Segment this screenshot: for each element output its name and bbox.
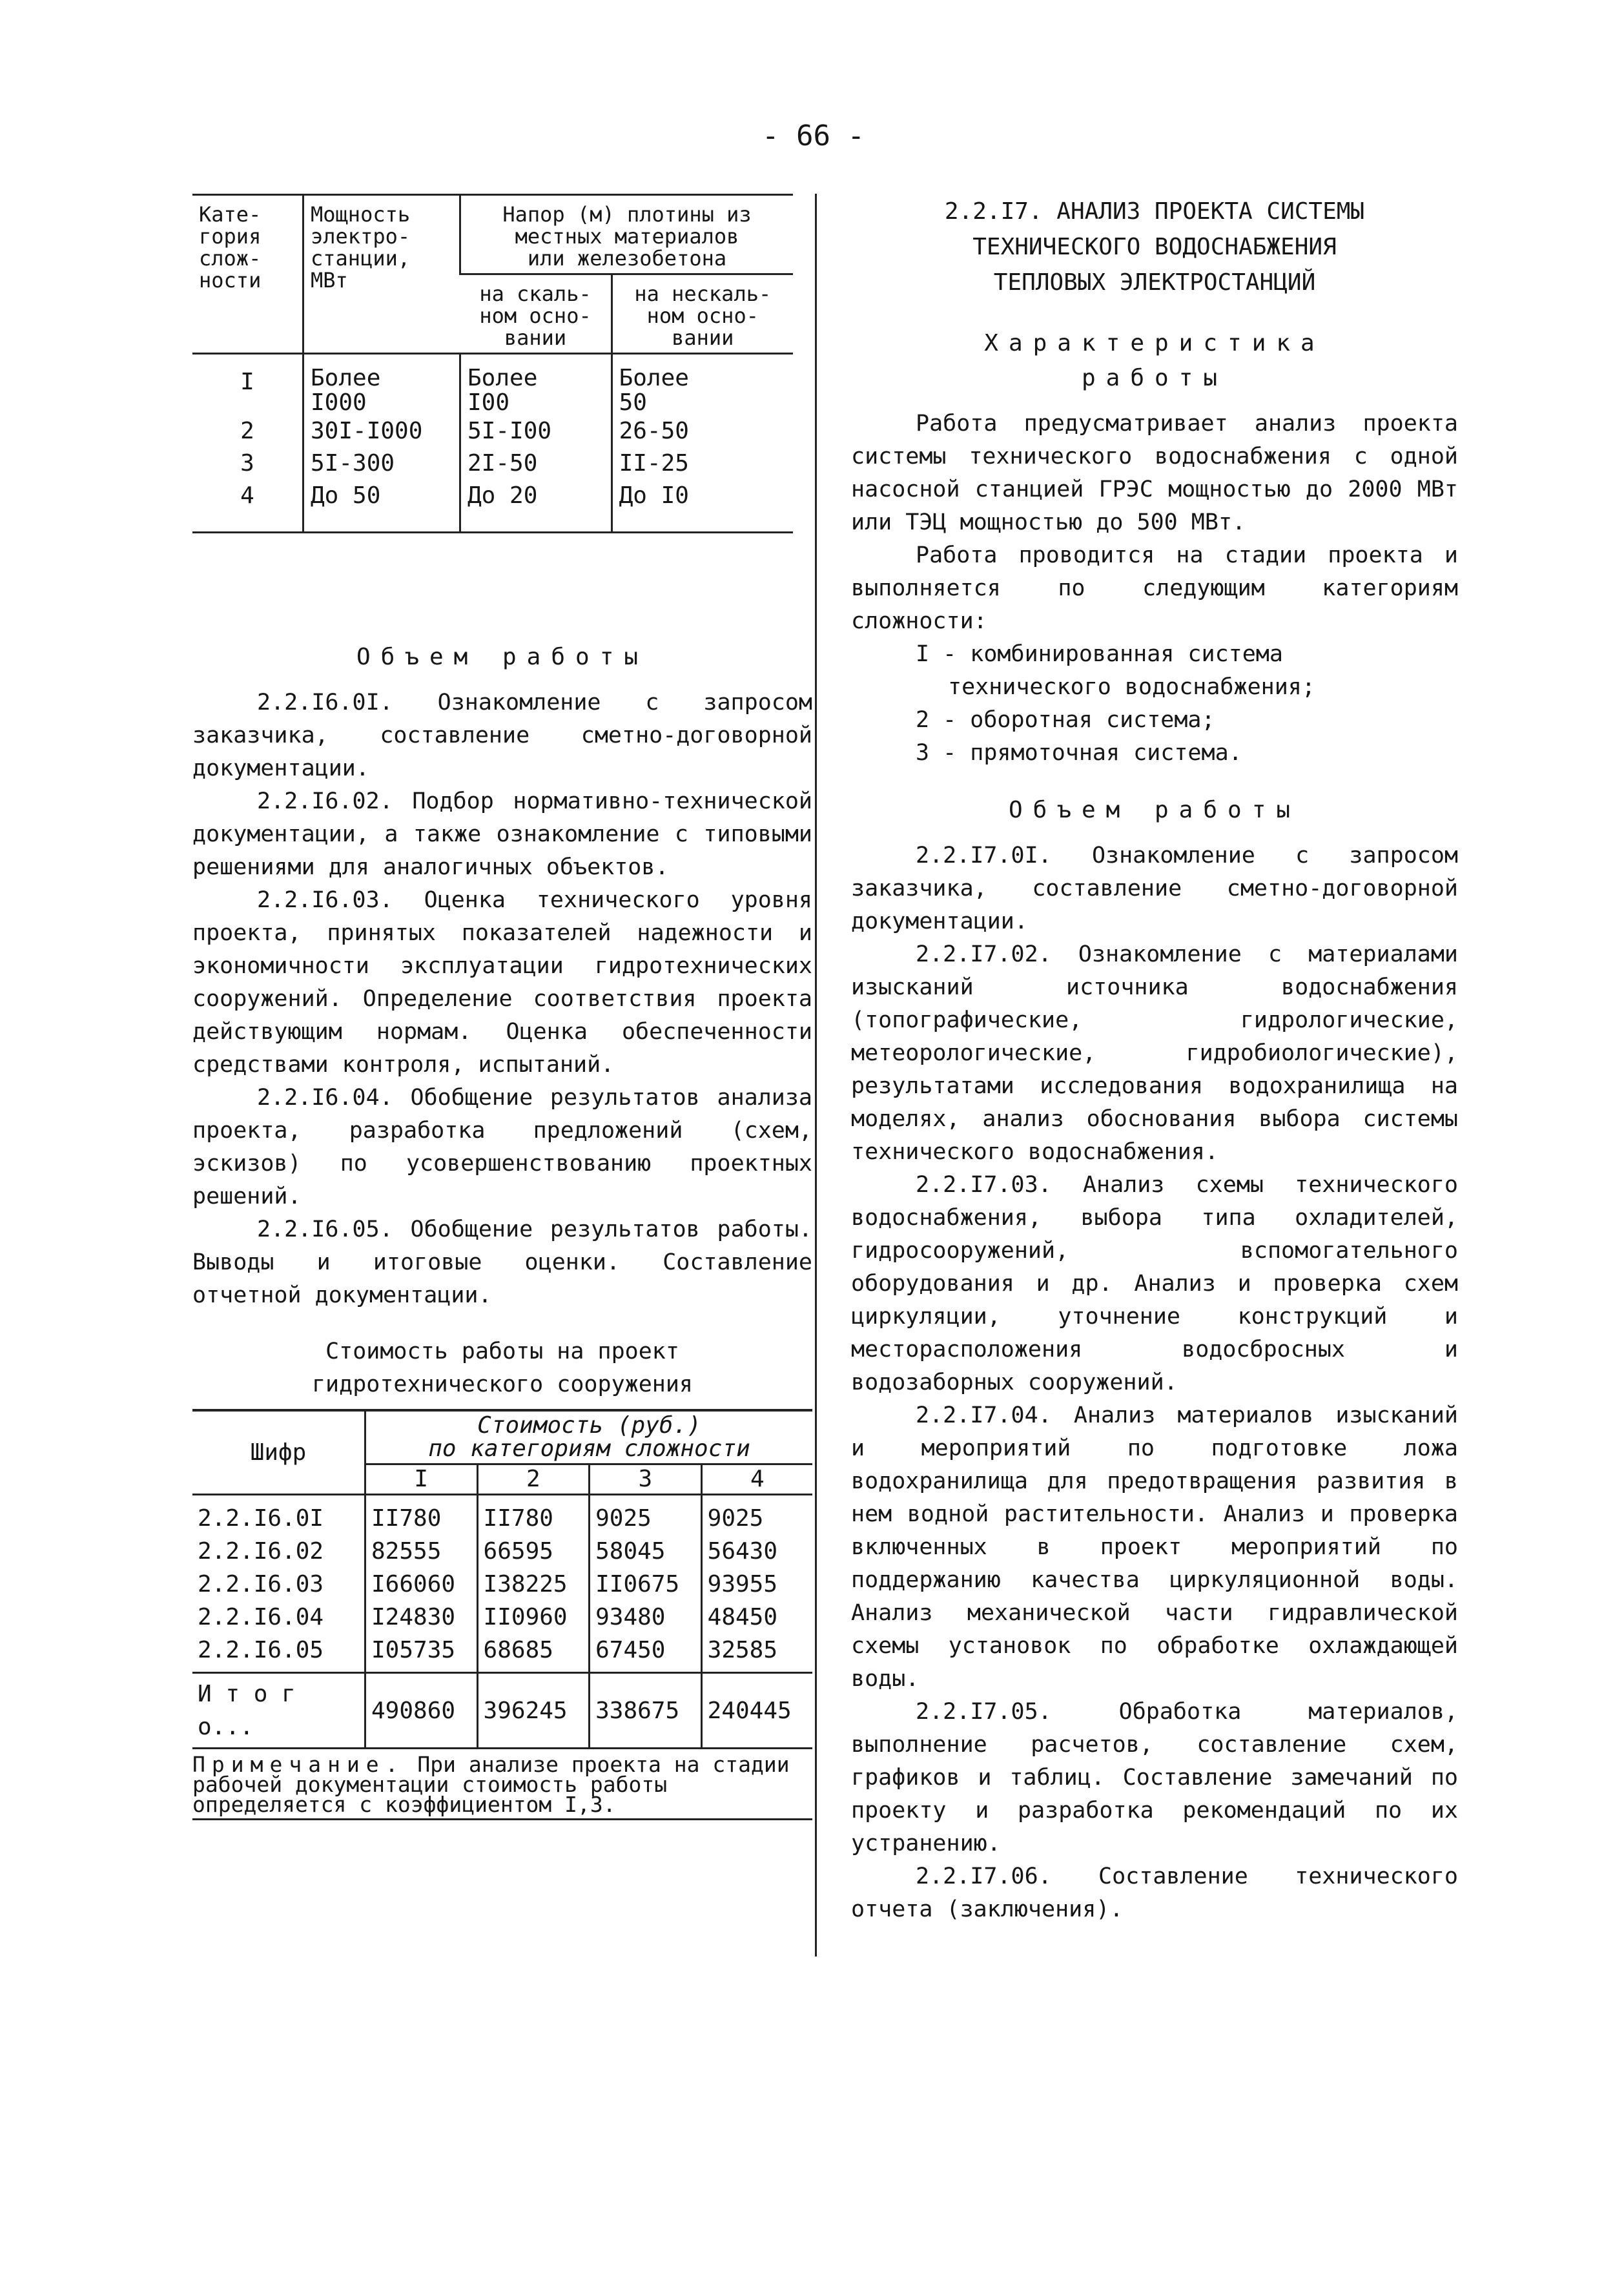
- scope-item: 2.2.I7.02. Ознакомление с материалами изысканий источника водоснабжения (топографические, гидрологические, метеорологические, гидробиологические), результатами исследования водохранилища на моделях, анализ обоснования выбора системы технического водоснабжения.: [851, 941, 1458, 1165]
- cell-nonrock: II-25: [612, 447, 793, 480]
- left-column: [192, 194, 812, 1820]
- cell-value: 56430: [701, 1535, 812, 1568]
- cell-value: I38225: [477, 1568, 590, 1601]
- scope-heading: Объем работы: [356, 644, 649, 670]
- note-label: Примечание.: [192, 1752, 405, 1777]
- cell-value: I24830: [365, 1601, 478, 1634]
- cell-value: 82555: [365, 1535, 478, 1568]
- cell-value: 66595: [477, 1535, 590, 1568]
- total-value: 338675: [590, 1673, 702, 1749]
- scope-item: 2.2.I6.05. Обобщение результатов работы. Выводы и итоговые оценки. Составление отчетной документации.: [192, 1217, 812, 1308]
- right-column: [851, 194, 1458, 1926]
- scope-item: 2.2.I7.06. Составление технического отчета (заключения).: [851, 1864, 1458, 1922]
- cell-power: До 50: [303, 480, 460, 533]
- cell-value: I05735: [365, 1634, 478, 1673]
- page-number: - 66 -: [762, 119, 865, 152]
- characteristic-heading: Характеристика работы: [984, 330, 1325, 391]
- scope-item: 2.2.I7.04. Анализ материалов изысканий и мероприятий по подготовке ложа водохранилища для предотвращения развития в нем водной растительности. Анализ и проверка включенных в проект мероприятий по поддержанию качества циркуляционной воды. Анализ механической части гидравлической схемы установок по обработке охлаждающей воды.: [851, 1402, 1458, 1692]
- total-row: [192, 1673, 812, 1749]
- cell-value: 93955: [701, 1568, 812, 1601]
- cell-value: 67450: [590, 1634, 702, 1673]
- category-item: 2 - оборотная система;: [916, 707, 1215, 733]
- cell-value: 9025: [590, 1495, 702, 1535]
- characteristic-text: Работа проводится на стадии проекта и выполняется по следующим категориям сложности:: [851, 542, 1458, 634]
- cell-code: 2.2.I6.02: [198, 1538, 324, 1565]
- cell-value: 58045: [590, 1535, 702, 1568]
- table-row: [192, 415, 793, 447]
- cell-nonrock: 26-50: [612, 415, 793, 447]
- header-code: Шифр: [192, 1410, 365, 1495]
- table-row: [192, 1535, 812, 1568]
- cost-note: [192, 1754, 812, 1820]
- cell-value: II780: [477, 1495, 590, 1535]
- cell-value: 32585: [701, 1634, 812, 1673]
- category-item: I - комбинированная система технического водоснабжения;: [916, 641, 1315, 700]
- table-row: [192, 1601, 812, 1634]
- header-category: Кате- гория слож- ности: [192, 195, 303, 354]
- header-rock-base: на скаль- ном осно- вании: [460, 274, 612, 354]
- cell-value: II0960: [477, 1601, 590, 1634]
- header-cat-3: 3: [590, 1464, 702, 1495]
- cell-power: 5I-300: [303, 447, 460, 480]
- table-row: [192, 480, 793, 533]
- total-value: 240445: [701, 1673, 812, 1749]
- complexity-table: [192, 194, 793, 533]
- category-item: 3 - прямоточная система.: [916, 740, 1242, 766]
- scope-item: 2.2.I6.04. Обобщение результатов анализа проекта, разработка предложений (схем, эскизов) по усовершенствованию проектных решений.: [192, 1085, 812, 1209]
- cell-value: 9025: [701, 1495, 812, 1535]
- cell-value: 68685: [477, 1634, 590, 1673]
- cell-rock: До 20: [460, 480, 612, 533]
- note-text: При анализе проекта на стадии рабочей документации стоимость работы определяется с коэффициентом I,3.: [192, 1752, 790, 1817]
- cell-value: II0675: [590, 1568, 702, 1601]
- cell-code: 2.2.I6.03: [198, 1571, 324, 1597]
- total-value: 396245: [477, 1673, 590, 1749]
- cell-rock: Более I00: [460, 354, 612, 416]
- scope-item: 2.2.I6.03. Оценка технического уровня проекта, принятых показателей надежности и экономичности эксплуатации гидротехнических сооружений. Определение соответствия проекта действующим нормам. Оценка обеспеченности средствами контроля, испытаний.: [192, 887, 812, 1078]
- table-row: [192, 447, 793, 480]
- scope-item: 2.2.I7.0I. Ознакомление с запросом заказчика, составление сметно-договорной документации.: [851, 843, 1458, 934]
- cell-value: 48450: [701, 1601, 812, 1634]
- header-cat-4: 4: [701, 1464, 812, 1495]
- table-row: [192, 1568, 812, 1601]
- column-divider: [815, 194, 817, 1956]
- cell-category: I: [240, 369, 254, 395]
- total-value: 490860: [365, 1673, 478, 1749]
- cell-code: 2.2.I6.04: [198, 1604, 324, 1630]
- cell-power: Более I000: [303, 354, 460, 416]
- cell-category: 4: [192, 480, 303, 533]
- header-power: Мощность электро- станции, МВт: [303, 195, 460, 354]
- cell-nonrock: Более 50: [612, 354, 793, 416]
- header-cat-2: 2: [477, 1464, 590, 1495]
- scope-item: 2.2.I7.03. Анализ схемы технического водоснабжения, выбора типа охладителей, гидросооружений, вспомогательного оборудования и др. Анализ и проверка схем циркуляции, уточнение конструкций и месторасположения водосбросных и водозаборных сооружений.: [851, 1172, 1458, 1395]
- scope-item: 2.2.I7.05. Обработка материалов, выполнение расчетов, составление схем, графиков и таблиц. Составление замечаний по проекту и разработка рекомендаций по их устранению.: [851, 1699, 1458, 1856]
- section-title: 2.2.I7. АНАЛИЗ ПРОЕКТА СИСТЕМЫ ТЕХНИЧЕСКОГО ВОДОСНАБЖЕНИЯ ТЕПЛОВЫХ ЭЛЕКТРОСТАНЦИЙ: [944, 198, 1365, 296]
- cell-power: 30I-I000: [303, 415, 460, 447]
- cell-nonrock: До I0: [612, 480, 793, 533]
- scope-item: 2.2.I6.0I. Ознакомление с запросом заказчика, составление сметно-договорной документации.: [192, 690, 812, 781]
- cell-value: II780: [365, 1495, 478, 1535]
- cost-caption: Стоимость работы на проект гидротехнического сооружения: [311, 1339, 693, 1397]
- scope-item: 2.2.I6.02. Подбор нормативно-технической документации, а также ознакомление с типовыми решениями для аналогичных объектов.: [192, 788, 812, 880]
- table-row: [192, 354, 793, 416]
- table-row: [192, 1634, 812, 1673]
- header-nonrock-base: на нескаль- ном осно- вании: [612, 274, 793, 354]
- header-head: Напор (м) плотины из местных материалов или железобетона: [460, 195, 794, 274]
- header-cat-1: I: [365, 1464, 478, 1495]
- characteristic-text: Работа предусматривает анализ проекта системы технического водоснабжения с одной насосной станцией ГРЭС мощностью до 2000 МВт или ТЭЦ мощностью до 500 МВт.: [851, 411, 1458, 535]
- cell-rock: 5I-I00: [460, 415, 612, 447]
- cell-code: 2.2.I6.05: [198, 1637, 324, 1663]
- cell-category: 3: [240, 450, 254, 477]
- total-label: И т о г о...: [192, 1673, 365, 1749]
- cell-value: I66060: [365, 1568, 478, 1601]
- cell-category: 2: [240, 418, 254, 444]
- header-cost: Стоимость (руб.) по категориям сложности: [365, 1410, 813, 1464]
- scope-heading: Объем работы: [1008, 797, 1301, 823]
- cell-rock: 2I-50: [460, 447, 612, 480]
- cell-value: 93480: [590, 1601, 702, 1634]
- cell-code: 2.2.I6.0I: [198, 1505, 324, 1532]
- cost-table: [192, 1409, 812, 1749]
- table-row: [192, 1495, 812, 1535]
